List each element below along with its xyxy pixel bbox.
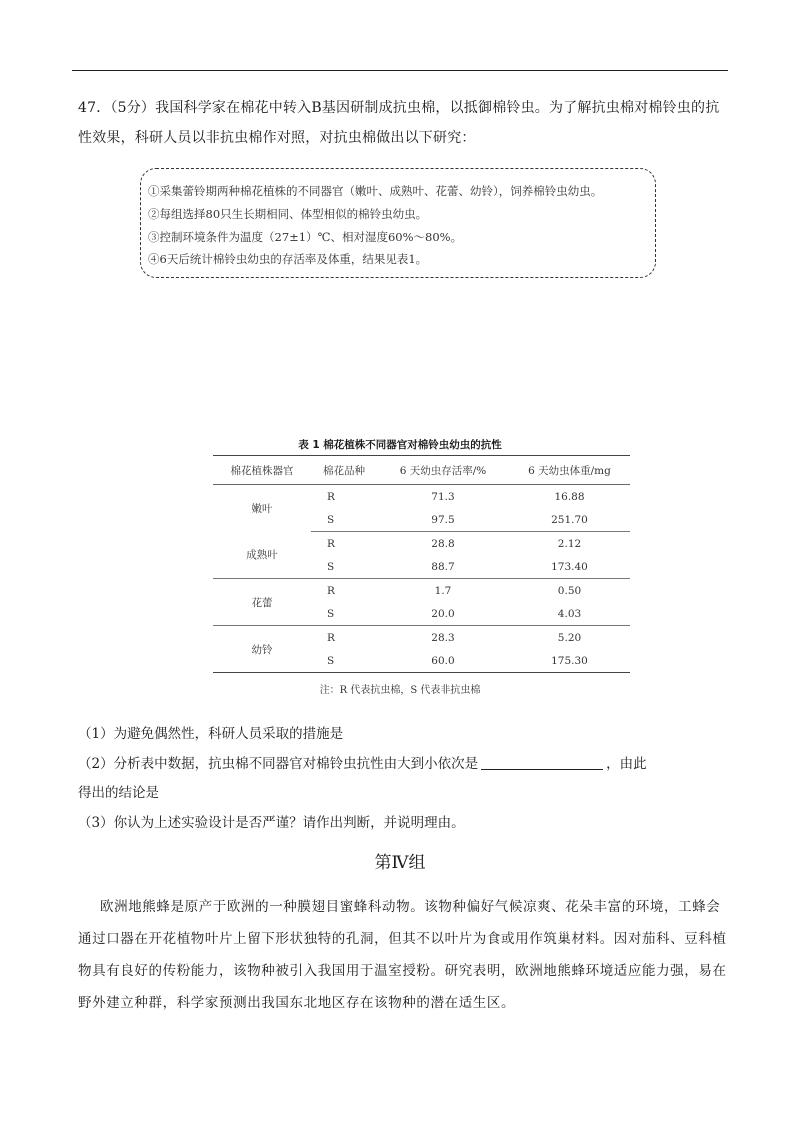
question-stem-line-2: 性效果，科研人员以非抗虫棉作对照，对抗虫棉做出以下研究： <box>78 130 476 146</box>
weight-cell: 2.12 <box>557 537 582 550</box>
survival-cell: 28.3 <box>431 631 455 644</box>
variety-cell: S <box>311 555 377 579</box>
question-stem-line-1: 47．（5分）我国科学家在棉花中转入B基因研制成抗虫棉，以抵御棉铃虫。为了解抗虫棉对棉铃虫的抗 <box>78 100 720 116</box>
variety-cell: R <box>327 631 335 644</box>
variety-cell: S <box>311 602 377 626</box>
weight-cell: 173.40 <box>509 555 630 579</box>
survival-cell: 88.7 <box>377 555 509 579</box>
weight-cell: 4.03 <box>509 602 630 626</box>
subquestion-2-continued: 得出的结论是 <box>78 785 159 801</box>
section-title: 第Ⅳ组 <box>374 853 426 873</box>
subquestion-3: （3）你认为上述实验设计是否严谨？请作出判断，并说明理由。 <box>78 815 465 831</box>
procedure-step-2: ②每组选择80只生长期相同、体型相似的棉铃虫幼虫。 <box>148 207 428 221</box>
variety-cell: S <box>311 508 377 532</box>
table-caption: 表 1 棉花植株不同器官对棉铃虫幼虫的抗性 <box>298 439 502 451</box>
variety-cell: R <box>327 537 335 550</box>
table-row <box>213 579 630 603</box>
organ-cell: 幼铃 <box>213 626 311 673</box>
variety-cell: R <box>327 490 335 503</box>
paragraph-line-3: 物具有良好的传粉能力，该物种被引入我国用于温室授粉。研究表明，欧洲地熊蜂环境适应能力强，易在 <box>78 963 727 979</box>
paragraph-line-4: 野外建立种群，科学家预测出我国东北地区存在该物种的潜在适生区。 <box>78 995 516 1011</box>
subquestion-2-text: （2）分析表中数据，抗虫棉不同器官对棉铃虫抗性由大到小依次是 <box>78 756 479 772</box>
survival-cell: 60.0 <box>377 649 509 673</box>
subquestion-1: （1）为避免偶然性，科研人员采取的措施是 <box>78 726 344 742</box>
survival-cell: 28.8 <box>431 537 455 550</box>
table-header-row <box>213 456 630 485</box>
table-row <box>213 485 630 509</box>
header-variety: 棉花品种 <box>311 456 377 485</box>
procedure-step-1: ①采集蕾铃期两种棉花植株的不同器官（嫩叶、成熟叶、花蕾、幼铃），饲养棉铃虫幼虫。 <box>148 184 603 198</box>
header-organ: 棉花植株器官 <box>213 456 311 485</box>
weight-cell: 0.50 <box>557 584 582 597</box>
paragraph-line-1: 欧洲地熊蜂是原产于欧洲的一种膜翅目蜜蜂科动物。该物种偏好气候凉爽、花朵丰富的环境，工蜂会 <box>100 899 721 915</box>
procedure-step-3: ③控制环境条件为温度（27±1）℃、相对湿度60%～80%。 <box>148 230 463 244</box>
organ-cell: 成熟叶 <box>213 532 311 579</box>
survival-cell: 71.3 <box>431 490 455 503</box>
survival-cell: 20.0 <box>377 602 509 626</box>
weight-cell: 16.88 <box>554 490 585 503</box>
table-row <box>213 626 630 650</box>
survival-cell: 97.5 <box>377 508 509 532</box>
subquestion-2-tail: ，由此 <box>606 756 647 772</box>
organ-cell: 嫩叶 <box>251 502 273 515</box>
paragraph-line-2: 通过口器在开花植物叶片上留下形状独特的孔洞，但其不以叶片为食或用作筑巢材料。因对茄科、豆科植 <box>78 931 727 947</box>
header-weight: 6 天幼虫体重/mg <box>509 456 630 485</box>
organ-cell: 花蕾 <box>213 579 311 626</box>
resistance-table <box>213 455 630 673</box>
answer-blank[interactable] <box>481 755 603 770</box>
table-note: 注：R 代表抗虫棉，S 代表非抗虫棉 <box>319 685 481 696</box>
survival-cell: 1.7 <box>434 584 452 597</box>
header-survival: 6 天幼虫存活率/% <box>377 456 509 485</box>
table-row <box>213 532 630 556</box>
variety-cell: R <box>327 584 335 597</box>
header-rule <box>72 70 728 71</box>
variety-cell: S <box>311 649 377 673</box>
weight-cell: 175.30 <box>509 649 630 673</box>
weight-cell: 5.20 <box>557 631 582 644</box>
weight-cell: 251.70 <box>509 508 630 532</box>
procedure-step-4: ④6天后统计棉铃虫幼虫的存活率及体重，结果见表1。 <box>148 252 428 266</box>
subquestion-2 <box>78 752 647 772</box>
